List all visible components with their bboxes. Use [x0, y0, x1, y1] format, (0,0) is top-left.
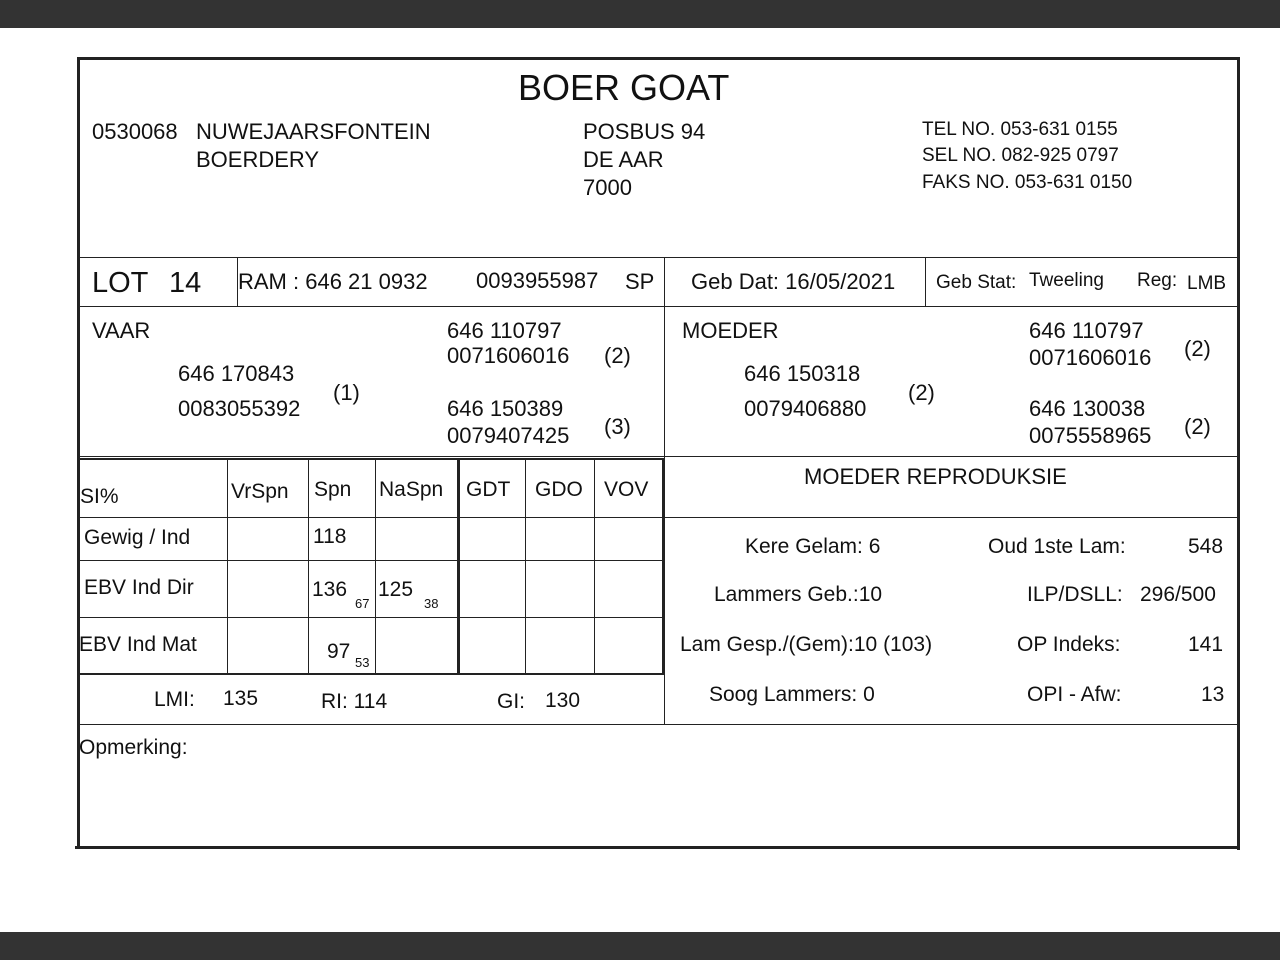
table-header-vrspn: VrSpn	[231, 480, 289, 503]
row-ebv-dir-naspn: 125	[378, 578, 414, 601]
vaar-id-line2: 0083055392	[178, 396, 301, 421]
lmi-label: LMI:	[154, 688, 195, 711]
card-border-bottom	[75, 846, 1240, 849]
gi-value: 130	[545, 689, 581, 712]
lammers-geb: Lammers Geb.:10	[714, 583, 883, 606]
ri-index: RI: 114	[321, 690, 388, 713]
divider-remarks	[79, 724, 1238, 725]
table-col-spn	[308, 459, 309, 674]
table-header-vov: VOV	[604, 478, 649, 501]
divider-table-top	[79, 458, 665, 460]
card-border-top	[77, 57, 1240, 60]
sel-number: SEL NO. 082-925 0797	[922, 145, 1119, 166]
table-col-right	[662, 459, 665, 674]
row-gewig-spn: 118	[313, 525, 347, 548]
vaar-dam-id-line2: 0079407425	[447, 423, 570, 448]
divider-table-row2	[79, 617, 665, 618]
lot-label: LOT	[92, 267, 149, 299]
address-line1: POSBUS 94	[583, 119, 706, 144]
birth-status-value: Tweeling	[1029, 270, 1104, 291]
moeder-label: MOEDER	[682, 318, 779, 343]
divider-table-bottom	[79, 673, 665, 675]
reg-label: Reg:	[1137, 270, 1178, 291]
divider-gebdat-stat	[925, 258, 926, 306]
kere-gelam: Kere Gelam: 6	[745, 535, 881, 558]
moeder-sire-mark: (2)	[1184, 336, 1211, 361]
table-col-naspn	[375, 459, 376, 674]
gi-label: GI:	[497, 690, 526, 713]
divider-table-header	[79, 517, 1238, 518]
row-ebv-mat-spn-sub: 53	[355, 655, 370, 670]
remarks-label: Opmerking:	[79, 736, 188, 759]
moeder-mark: (2)	[908, 380, 935, 405]
op-indeks-value: 141	[1188, 633, 1224, 656]
oud-1ste-lam-label: Oud 1ste Lam:	[988, 535, 1126, 558]
ilp-dsll-label: ILP/DSLL:	[1027, 583, 1123, 606]
table-header-gdt: GDT	[466, 478, 511, 501]
address-line3: 7000	[583, 175, 632, 200]
vaar-sire-id-line1: 646 110797	[447, 318, 562, 343]
row-ebv-dir-naspn-sub: 38	[424, 596, 439, 611]
ram-sp: SP	[625, 269, 655, 294]
lam-gesp: Lam Gesp./(Gem):10 (103)	[680, 633, 933, 656]
ram-registration: 0093955987	[476, 268, 599, 293]
divider-lot-row	[79, 306, 1238, 307]
divider-header	[79, 257, 1238, 258]
lot-number: 14	[169, 267, 202, 299]
lmi-value: 135	[223, 687, 259, 710]
ilp-dsll-value: 296/500	[1140, 583, 1216, 606]
farm-code: 0530068	[92, 119, 178, 144]
moeder-dam-id-line1: 646 130038	[1029, 396, 1146, 421]
moeder-id-line1: 646 150318	[744, 361, 861, 386]
row-ebv-mat-spn: 97	[327, 640, 351, 663]
table-header-si: SI%	[80, 485, 119, 508]
vaar-id-line1: 646 170843	[178, 361, 295, 386]
vaar-dam-mark: (3)	[604, 414, 631, 439]
farm-name-line2: BOERDERY	[196, 147, 320, 172]
table-header-spn: Spn	[314, 478, 352, 501]
farm-name-line1: NUWEJAARSFONTEIN	[196, 119, 431, 144]
moeder-dam-mark: (2)	[1184, 414, 1211, 439]
address-line2: DE AAR	[583, 147, 664, 172]
birth-status-label: Geb Stat:	[936, 272, 1017, 293]
moeder-sire-id-line1: 646 110797	[1029, 318, 1144, 343]
card-border-left	[77, 57, 80, 849]
row-gewig-label: Gewig / Ind	[84, 526, 191, 549]
row-ebv-mat-label: EBV Ind Mat	[79, 633, 197, 656]
op-indeks-label: OP Indeks:	[1017, 633, 1121, 656]
table-col-vov	[594, 459, 595, 674]
card-border-right	[1237, 57, 1240, 850]
vaar-mark: (1)	[333, 380, 360, 405]
row-ebv-dir-spn-sub: 67	[355, 596, 370, 611]
ram-id: RAM : 646 21 0932	[238, 269, 428, 294]
table-col-gdt	[457, 459, 460, 674]
vaar-label: VAAR	[92, 318, 151, 343]
moeder-sire-id-line2: 0071606016	[1029, 345, 1152, 370]
moeder-dam-id-line2: 0075558965	[1029, 423, 1152, 448]
divider-pedigree	[79, 456, 1238, 457]
reproduction-title: MOEDER REPRODUKSIE	[804, 464, 1067, 489]
moeder-id-line2: 0079406880	[744, 396, 867, 421]
opi-afw-value: 13	[1201, 683, 1225, 706]
faks-number: FAKS NO. 053-631 0150	[922, 172, 1133, 193]
row-ebv-dir-spn: 136	[312, 578, 348, 601]
opi-afw-label: OPI - Afw:	[1027, 683, 1122, 706]
oud-1ste-lam-value: 548	[1188, 535, 1224, 558]
soog-lammers: Soog Lammers: 0	[709, 683, 875, 706]
table-header-naspn: NaSpn	[379, 478, 444, 501]
reg-value: LMB	[1187, 273, 1227, 294]
vaar-sire-id-line2: 0071606016	[447, 343, 570, 368]
table-col-gdo	[525, 459, 526, 674]
tel-number: TEL NO. 053-631 0155	[922, 119, 1118, 140]
card-title: BOER GOAT	[518, 67, 730, 108]
vaar-sire-mark: (2)	[604, 343, 631, 368]
vaar-dam-id-line1: 646 150389	[447, 396, 564, 421]
row-ebv-dir-label: EBV Ind Dir	[84, 576, 194, 599]
table-col-vrspn	[227, 459, 228, 674]
divider-table-row1	[79, 560, 665, 561]
table-header-gdo: GDO	[535, 478, 583, 501]
birth-date: Geb Dat: 16/05/2021	[691, 269, 896, 294]
